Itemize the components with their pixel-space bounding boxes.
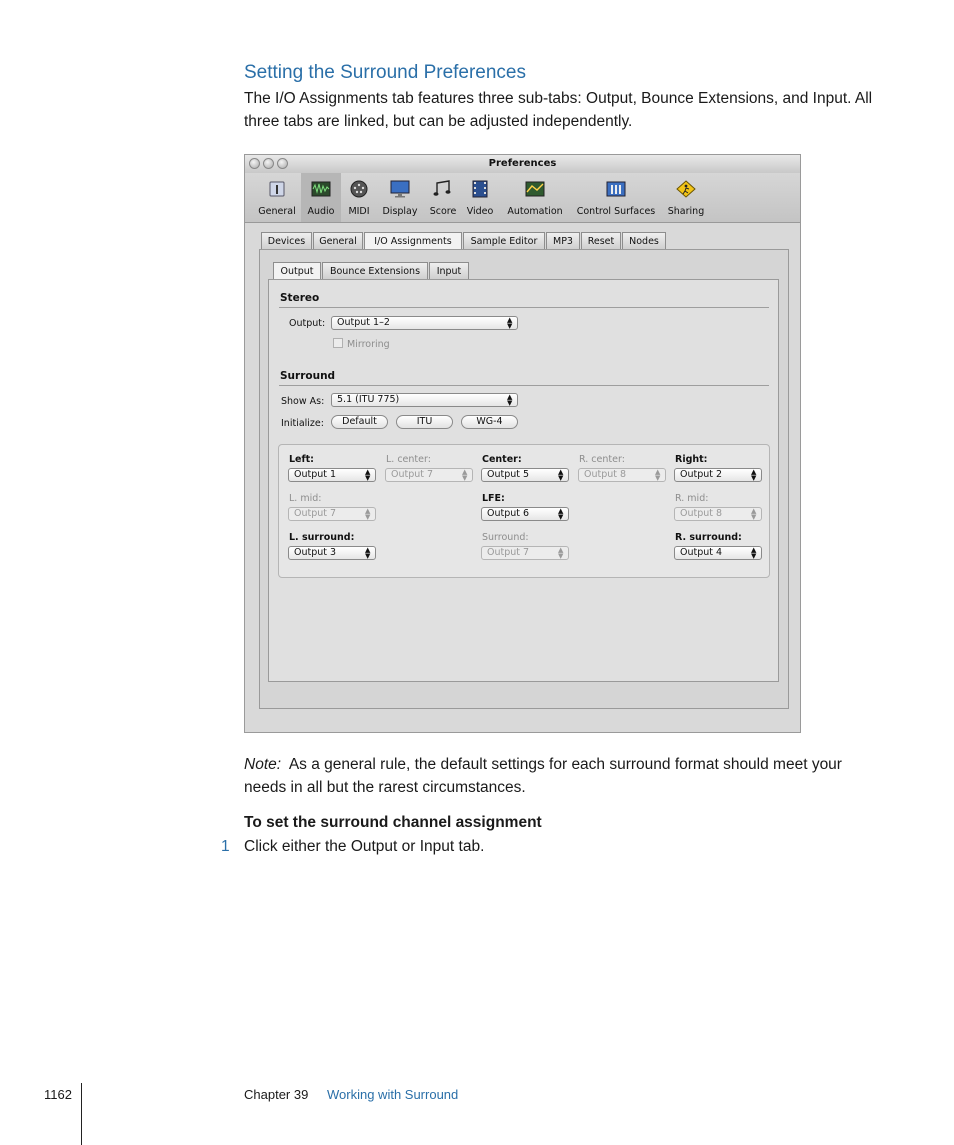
toolbar-sharing[interactable]: Sharing xyxy=(665,173,707,222)
channel-center-label: Center: xyxy=(482,454,522,465)
note-label: Note: xyxy=(244,756,282,773)
output-subpanel xyxy=(268,279,779,682)
popup-arrows-icon: ▲ ▼ xyxy=(655,468,661,482)
note-text: As a general rule, the default settings for each surround format should meet your needs in all but the rarest circumstances. xyxy=(244,756,842,796)
channel-l-center-popup[interactable]: Output 7 ▲ ▼ xyxy=(385,468,473,482)
channel-right-label: Right: xyxy=(675,454,708,465)
wg4-button[interactable]: WG-4 xyxy=(461,415,518,429)
channel-r-surround-label: R. surround: xyxy=(675,532,742,543)
channel-l-surround-label: L. surround: xyxy=(289,532,355,543)
mirroring-checkbox[interactable] xyxy=(333,338,343,348)
channel-right-popup[interactable]: Output 2 ▲ ▼ xyxy=(674,468,762,482)
popup-arrows-icon: ▲ ▼ xyxy=(558,507,564,521)
channel-r-mid-label: R. mid: xyxy=(675,493,709,504)
toolbar-display[interactable]: Display xyxy=(379,173,421,222)
stereo-output-popup[interactable]: Output 1–2 ▲ ▼ xyxy=(331,316,518,330)
tab-sample-editor[interactable]: Sample Editor xyxy=(463,232,545,249)
title-bar xyxy=(245,155,800,174)
io-assignments-panel xyxy=(259,249,789,709)
toolbar-score[interactable]: Score xyxy=(425,173,461,222)
channel-left-label: Left: xyxy=(289,454,314,465)
tab-nodes[interactable]: Nodes xyxy=(622,232,666,249)
display-icon xyxy=(390,180,410,198)
channel-lfe-popup[interactable]: Output 6 ▲ ▼ xyxy=(481,507,569,521)
initialize-label: Initialize: xyxy=(281,418,324,429)
footer-divider xyxy=(81,1083,82,1145)
channel-surround-label: Surround: xyxy=(482,532,529,543)
toolbar-video[interactable]: Video xyxy=(463,173,497,222)
subtab-output[interactable]: Output xyxy=(273,262,321,279)
channel-r-surround-popup[interactable]: Output 4 ▲ ▼ xyxy=(674,546,762,560)
score-icon xyxy=(433,180,453,198)
chapter-title: Working with Surround xyxy=(327,1087,459,1102)
window-title: Preferences xyxy=(488,158,557,169)
show-as-popup[interactable]: 5.1 (ITU 775) ▲ ▼ xyxy=(331,393,518,407)
channel-l-center-label: L. center: xyxy=(386,454,431,465)
popup-arrows-icon: ▲ ▼ xyxy=(558,546,564,560)
intro-paragraph: The I/O Assignments tab features three sub-tabs: Output, Bounce Extensions, and Input. All three tabs are linked, but can be adjusted independently. xyxy=(244,90,873,130)
tab-devices[interactable]: Devices xyxy=(261,232,312,249)
popup-arrows-icon: ▲ ▼ xyxy=(558,468,564,482)
channel-r-center-popup[interactable]: Output 8 ▲ ▼ xyxy=(578,468,666,482)
preferences-window xyxy=(244,154,801,733)
popup-arrows-icon: ▲ ▼ xyxy=(365,546,371,560)
channel-left-popup[interactable]: Output 1 ▲ ▼ xyxy=(288,468,376,482)
toolbar-general[interactable]: General xyxy=(255,173,299,222)
toolbar-midi[interactable]: MIDI xyxy=(343,173,375,222)
chapter-label: Chapter 39 xyxy=(244,1087,309,1102)
tab-general[interactable]: General xyxy=(313,232,363,249)
toolbar-automation[interactable]: Automation xyxy=(503,173,567,222)
channel-surround-popup[interactable]: Output 7 ▲ ▼ xyxy=(481,546,569,560)
channel-l-mid-label: L. mid: xyxy=(289,493,322,504)
step-number: 1 xyxy=(221,838,230,855)
tab-mp3[interactable]: MP3 xyxy=(546,232,580,249)
subtab-input[interactable]: Input xyxy=(429,262,469,279)
surround-section-title: Surround xyxy=(280,370,336,382)
tab-reset[interactable]: Reset xyxy=(581,232,621,249)
channel-center-popup[interactable]: Output 5 ▲ ▼ xyxy=(481,468,569,482)
channel-assignment-box xyxy=(278,444,770,578)
stereo-divider xyxy=(279,307,769,308)
procedure-title: To set the surround channel assignment xyxy=(244,814,542,831)
default-button[interactable]: Default xyxy=(331,415,388,429)
tab-io-assignments[interactable]: I/O Assignments xyxy=(364,232,462,249)
page-number: 1162 xyxy=(44,1087,72,1102)
channel-r-center-label: R. center: xyxy=(579,454,625,465)
toolbar-audio[interactable]: Audio xyxy=(301,173,341,222)
audio-icon xyxy=(311,180,331,198)
popup-arrows-icon: ▲ ▼ xyxy=(365,507,371,521)
toolbar xyxy=(245,173,800,223)
popup-arrows-icon: ▲ ▼ xyxy=(462,468,468,482)
midi-icon xyxy=(349,180,369,198)
popup-arrows-icon: ▲ ▼ xyxy=(751,468,757,482)
channel-lfe-label: LFE: xyxy=(482,493,505,504)
toolbar-control-surfaces[interactable]: Control Surfaces xyxy=(573,173,659,222)
subtab-bounce-extensions[interactable]: Bounce Extensions xyxy=(322,262,428,279)
video-icon xyxy=(470,180,490,198)
note-paragraph xyxy=(244,753,884,799)
channel-l-surround-popup[interactable]: Output 3 ▲ ▼ xyxy=(288,546,376,560)
automation-icon xyxy=(525,180,545,198)
channel-l-mid-popup[interactable]: Output 7 ▲ ▼ xyxy=(288,507,376,521)
control-surfaces-icon xyxy=(606,180,626,198)
sharing-icon xyxy=(676,180,696,198)
popup-arrows-icon: ▲ ▼ xyxy=(751,507,757,521)
popup-arrows-icon: ▲ ▼ xyxy=(751,546,757,560)
stereo-section-title: Stereo xyxy=(280,292,320,304)
surround-divider xyxy=(279,385,769,386)
mirroring-label: Mirroring xyxy=(347,339,390,350)
popup-arrows-icon: ▲ ▼ xyxy=(507,316,513,330)
popup-arrows-icon: ▲ ▼ xyxy=(365,468,371,482)
section-heading: Setting the Surround Preferences xyxy=(244,62,527,83)
step-text: Click either the Output or Input tab. xyxy=(244,838,485,855)
channel-r-mid-popup[interactable]: Output 8 ▲ ▼ xyxy=(674,507,762,521)
general-icon xyxy=(267,180,287,198)
itu-button[interactable]: ITU xyxy=(396,415,453,429)
popup-arrows-icon: ▲ ▼ xyxy=(507,393,513,407)
stereo-output-label: Output: xyxy=(289,318,326,329)
show-as-label: Show As: xyxy=(281,396,325,407)
